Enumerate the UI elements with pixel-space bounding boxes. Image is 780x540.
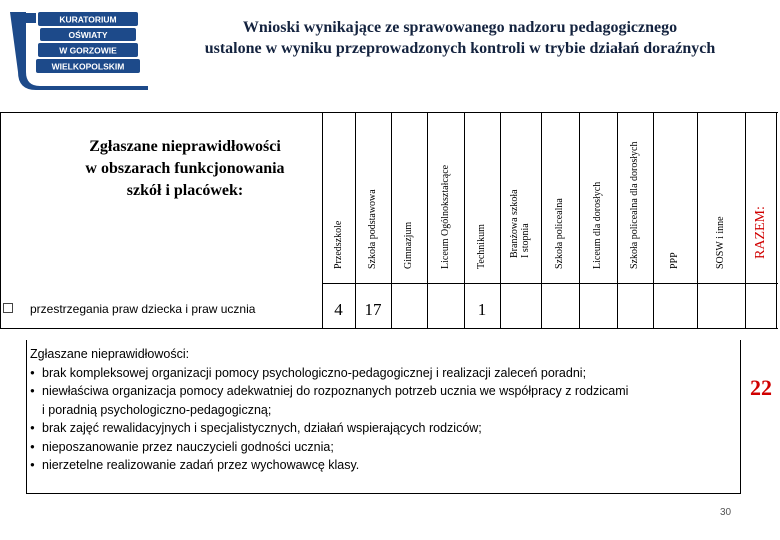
notes-block	[30, 345, 750, 475]
notes-list	[30, 364, 750, 475]
notes-item: ● brak zajęć rewalidacyjnych i specjalistycznych, działań wspierających rodziców;	[30, 419, 750, 438]
title-line-1: Wnioski wynikające ze sprawowanego nadzoru pedagogicznego	[242, 19, 678, 36]
logo-line-1: KURATORIUM	[59, 14, 117, 25]
areas-title-line-3: szkół i placówek:	[126, 182, 244, 199]
notes-title: Zgłaszane nieprawidłowości:	[30, 347, 190, 361]
col-header-label: Gimnazjum	[403, 221, 414, 269]
col-header-label: Przedszkole	[332, 220, 344, 269]
row-bottom-border	[0, 328, 778, 329]
total-value: 22	[750, 375, 772, 400]
row-bullet-icon	[3, 303, 13, 313]
col-header-label: Liceum Ogólnokształcące	[439, 164, 451, 269]
col-header-label: SOSW i inne	[715, 216, 726, 269]
col-header-label: Liceum dla dorosłych	[592, 181, 603, 269]
col-header-razem	[745, 113, 777, 283]
col-header-label: PPP	[669, 252, 680, 269]
col-header-label: Branżowa szkoła I stopnia	[508, 189, 531, 258]
col-header-liceum-doroslych	[579, 113, 617, 283]
col-header-szkola-policealna	[541, 113, 579, 283]
razem-label: RAZEM:	[753, 206, 768, 259]
col-header-szkola-podstawowa	[355, 113, 391, 283]
notes-item: ● nieposzanowanie przez nauczycieli godności ucznia;	[30, 438, 750, 457]
logo-line-2: OŚWIATY	[68, 30, 108, 40]
col-header-label: Technikum	[476, 224, 487, 269]
col-header-policealna-doroslych	[617, 113, 653, 283]
slide-title	[160, 17, 760, 59]
page-number: 30	[720, 507, 732, 518]
notes-item: ● niewłaściwa organizacja pomocy adekwatniej do rozpoznanych potrzeb ucznia we współpracy z rodzicami	[30, 382, 750, 401]
areas-title-line-2: w obszarach funkcjonowania	[85, 160, 285, 177]
title-line-2: ustalone w wyniku przeprowadzonych kontroli w trybie działań doraźnych	[204, 40, 716, 57]
kuratorium-logo	[6, 8, 152, 92]
notes-item: ● brak kompleksowej organizacji pomocy psychologiczno-pedagogicznej i realizacji zaleceń poradni;	[30, 364, 750, 383]
col-header-liceum	[427, 113, 464, 283]
col-header-gimnazjum	[391, 113, 427, 283]
notes-left-border	[26, 340, 27, 494]
col-header-ppp	[653, 113, 697, 283]
col-header-label: Szkoła podstawowa	[367, 189, 378, 269]
logo-line-4: WIELKOPOLSKIM	[51, 61, 125, 72]
col-header-technikum	[464, 113, 500, 283]
areas-title	[35, 136, 335, 202]
notes-item-continuation: i poradnią psychologiczno-pedagogiczną;	[42, 402, 272, 417]
notes-bottom-border	[26, 493, 740, 494]
notes-right-border	[740, 340, 741, 494]
logo-emblem	[6, 8, 152, 92]
table-left-border	[0, 112, 1, 329]
areas-top-border	[0, 112, 322, 113]
notes-item: ● nierzetelne realizowanie zadań przez wychowawcę klasy.	[30, 456, 750, 475]
areas-title-line-1: Zgłaszane nieprawidłowości	[89, 138, 281, 155]
col-header-label: Szkoła policealna dla dorosłych	[629, 141, 640, 269]
row-label: przestrzegania praw dziecka i praw ucznia	[30, 302, 256, 316]
cell-szkola-podstawowa: 17	[364, 300, 382, 319]
col-header-sosw	[697, 113, 745, 283]
cell-technikum: 1	[477, 300, 487, 319]
logo-line-3: W GORZOWIE	[59, 45, 117, 56]
cell-przedszkole: 4	[334, 300, 343, 319]
col-header-label: Szkoła policealna	[554, 198, 565, 269]
col-header-przedszkole	[322, 113, 355, 283]
col-header-branzowa	[500, 113, 541, 283]
